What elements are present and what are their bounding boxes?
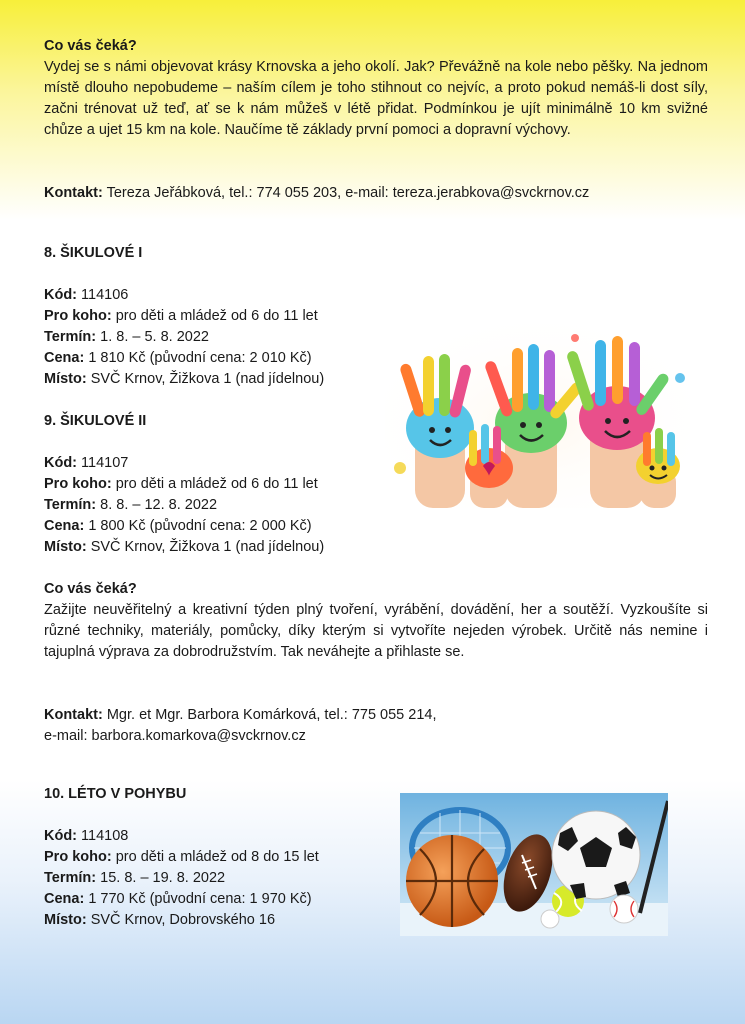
golf-ball bbox=[541, 910, 559, 928]
detail-for-whom: Pro koho: pro děti a mládež od 6 do 11 let bbox=[44, 308, 318, 324]
section-title-leto-v-pohybu: 10. LÉTO V POHYBU bbox=[44, 786, 187, 802]
basketball bbox=[406, 835, 498, 927]
sikulove-2-description bbox=[44, 579, 708, 663]
intro-heading: Co vás čeká? bbox=[44, 38, 137, 54]
section-title-sikulove-2: 9. ŠIKULOVÉ II bbox=[44, 413, 147, 429]
detail-place: Místo: SVČ Krnov, Žižkova 1 (nad jídelnou) bbox=[44, 539, 325, 555]
detail-price: Cena: 1 800 Kč (původní cena: 2 000 Kč) bbox=[44, 518, 312, 534]
detail-for-whom: Pro koho: pro děti a mládež od 8 do 15 let bbox=[44, 849, 319, 865]
section-title-sikulove-1: 8. ŠIKULOVÉ I bbox=[44, 245, 143, 261]
detail-code: Kód: 114108 bbox=[44, 828, 129, 844]
detail-code: Kód: 114106 bbox=[44, 287, 129, 303]
soccer-ball bbox=[552, 811, 640, 899]
sikulove-2-contact bbox=[44, 705, 437, 747]
sikulove-1-details bbox=[44, 285, 324, 390]
sikulove-2-details bbox=[44, 453, 324, 558]
detail-term: Termín: 8. 8. – 12. 8. 2022 bbox=[44, 497, 218, 513]
detail-term: Termín: 15. 8. – 19. 8. 2022 bbox=[44, 870, 226, 886]
description-text: Zažijte neuvěřitelný a kreativní týden plný tvoření, vyrábění, dovádění, her a soutěží. Vyzkoušíte si různé techniky, materiály, pomůcky, díky kterým si vytvoříte nejeden výrobek. Určitě nás nemine i tajuplná výprava za dobrodružstvím. Tak neváhejte a přihlaste se. bbox=[44, 602, 708, 660]
detail-price: Cena: 1 810 Kč (původní cena: 2 010 Kč) bbox=[44, 350, 312, 366]
description-heading: Co vás čeká? bbox=[44, 581, 137, 597]
contact-line-1: Kontakt: Mgr. et Mgr. Barbora Komárková, tel.: 775 055 214, bbox=[44, 707, 437, 723]
contact-label: Kontakt: bbox=[44, 185, 103, 201]
sports-balls-image bbox=[400, 793, 668, 936]
contact-value: Tereza Jeřábková, tel.: 774 055 203, e-mail: tereza.jerabkova@svckrnov.cz bbox=[106, 185, 590, 201]
intro-text: Vydej se s námi objevovat krásy Krnovska a jeho okolí. Jak? Převážně na kole nebo pěšky. Na jednom místě dlouho nepobudeme – naším cílem je toho stihnout co nejvíc, a proto pokud nemáš-li dost síly, začni trénovat už teď, ať se k nám můžeš v létě přidat. Podmínkou je ujít minimálně 10 km svižné chůze a ujet 15 km na kole. Naučíme tě základy první pomoci a dopravní výchovy. bbox=[44, 59, 708, 138]
leto-details bbox=[44, 826, 319, 931]
sports-balls-illustration bbox=[400, 793, 668, 936]
contact-line-2: e-mail: barbora.komarkova@svckrnov.cz bbox=[44, 728, 306, 744]
painted-hands-image bbox=[385, 318, 690, 508]
painted-hands-illustration bbox=[385, 318, 690, 508]
intro-contact bbox=[44, 183, 708, 204]
detail-term: Termín: 1. 8. – 5. 8. 2022 bbox=[44, 329, 209, 345]
detail-place: Místo: SVČ Krnov, Dobrovského 16 bbox=[44, 912, 276, 928]
detail-for-whom: Pro koho: pro děti a mládež od 6 do 11 let bbox=[44, 476, 318, 492]
baseball bbox=[610, 895, 638, 923]
detail-code: Kód: 114107 bbox=[44, 455, 129, 471]
detail-price: Cena: 1 770 Kč (původní cena: 1 970 Kč) bbox=[44, 891, 312, 907]
intro-section bbox=[44, 36, 708, 141]
detail-place: Místo: SVČ Krnov, Žižkova 1 (nad jídelnou) bbox=[44, 371, 325, 387]
